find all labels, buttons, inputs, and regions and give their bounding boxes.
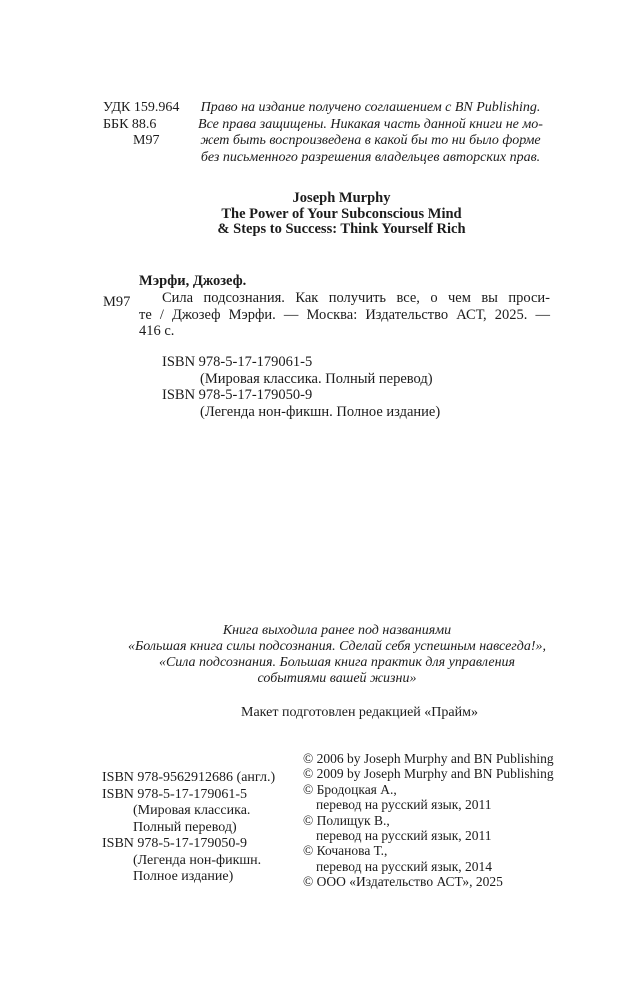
copyright-line: © Полищук В., <box>303 812 390 828</box>
rights-line: Право на издание получено соглашением с BN Publishing. <box>200 100 541 115</box>
bottom-isbn-line: Полный перевод) <box>133 819 237 835</box>
catalog-description <box>139 290 550 340</box>
previous-titles-line: «Сила подсознания. Большая книга практик для управления <box>158 655 516 670</box>
original-title <box>103 191 550 238</box>
original-title-line: & Steps to Success: Think Yourself Rich <box>217 221 466 237</box>
author-sign-code: М97 <box>133 133 160 148</box>
copyright-line: перевод на русский язык, 2011 <box>316 828 492 844</box>
bottom-isbn-column <box>102 770 307 886</box>
rights-line: Все права защищены. Никакая часть данной книги не мо- <box>198 116 543 132</box>
copyright-line: © 2006 by Joseph Murphy and BN Publishing <box>303 751 554 766</box>
classification-codes <box>103 100 191 166</box>
copyright-line: © Кочанова Т., <box>303 843 388 859</box>
previous-titles-line: «Большая книга силы подсознания. Сделай себя успешным навсегда!», <box>127 639 546 654</box>
isbn-number: ISBN 978-5-17-179050-9 <box>162 387 313 403</box>
bottom-isbn-line: ISBN 978-5-17-179061-5 <box>102 786 248 802</box>
rights-line: без письменного разрешения владельцев авторских прав. <box>200 149 541 165</box>
isbn-entry <box>162 387 550 420</box>
copyright-line: © ООО «Издательство АСТ», 2025 <box>303 874 503 890</box>
bottom-isbn-line: (Мировая классика. <box>133 803 251 818</box>
isbn-series: (Мировая классика. Полный перевод) <box>200 370 433 387</box>
isbn-entry <box>162 354 550 387</box>
original-title-line: The Power of Your Subconscious Mind <box>221 205 462 222</box>
classification-block <box>103 100 550 166</box>
udk-code: УДК 159.964 <box>103 100 180 115</box>
copyright-line: перевод на русский язык, 2014 <box>316 858 493 874</box>
original-title-line: Joseph Murphy <box>292 190 391 206</box>
catalog-line: 416 с. <box>139 323 175 339</box>
bbk-code: ББК 88.6 <box>103 116 157 132</box>
copyright-line: перевод на русский язык, 2011 <box>316 797 492 813</box>
catalog-author-sign: М97 <box>103 294 131 310</box>
layout-credit: Макет подготовлен редакцией «Прайм» <box>241 705 478 720</box>
isbn-block <box>162 354 550 420</box>
catalog-line: те / Джозеф Мэрфи. — Москва: Издательство АСТ, 2025. — <box>139 306 550 323</box>
catalog-author-header: Мэрфи, Джозеф. <box>139 273 247 289</box>
previous-titles-note <box>0 623 644 687</box>
catalog-line: Сила подсознания. Как получить все, о чем вы проси- <box>162 290 550 306</box>
isbn-number: ISBN 978-5-17-179061-5 <box>162 354 313 370</box>
rights-line: жет быть воспроизведена в какой бы то ни было форме <box>200 133 541 148</box>
rights-notice <box>191 100 550 166</box>
bottom-isbn-line: ISBN 978-9562912686 (англ.) <box>102 770 276 785</box>
previous-titles-line: Книга выходила ранее под названиями <box>222 623 452 638</box>
isbn-series: (Легенда нон-фикшн. Полное издание) <box>200 403 441 420</box>
previous-titles-line: событиями вашей жизни» <box>257 671 417 686</box>
copyright-column <box>303 751 578 890</box>
bottom-isbn-line: ISBN 978-5-17-179050-9 <box>102 836 248 851</box>
copyright-line: © 2009 by Joseph Murphy and BN Publishing <box>303 766 554 782</box>
catalog-entry <box>103 273 550 340</box>
bottom-isbn-line: Полное издание) <box>133 869 234 884</box>
copyright-line: © Бродоцкая А., <box>303 781 397 797</box>
bottom-isbn-line: (Легенда нон-фикшн. <box>133 852 262 868</box>
